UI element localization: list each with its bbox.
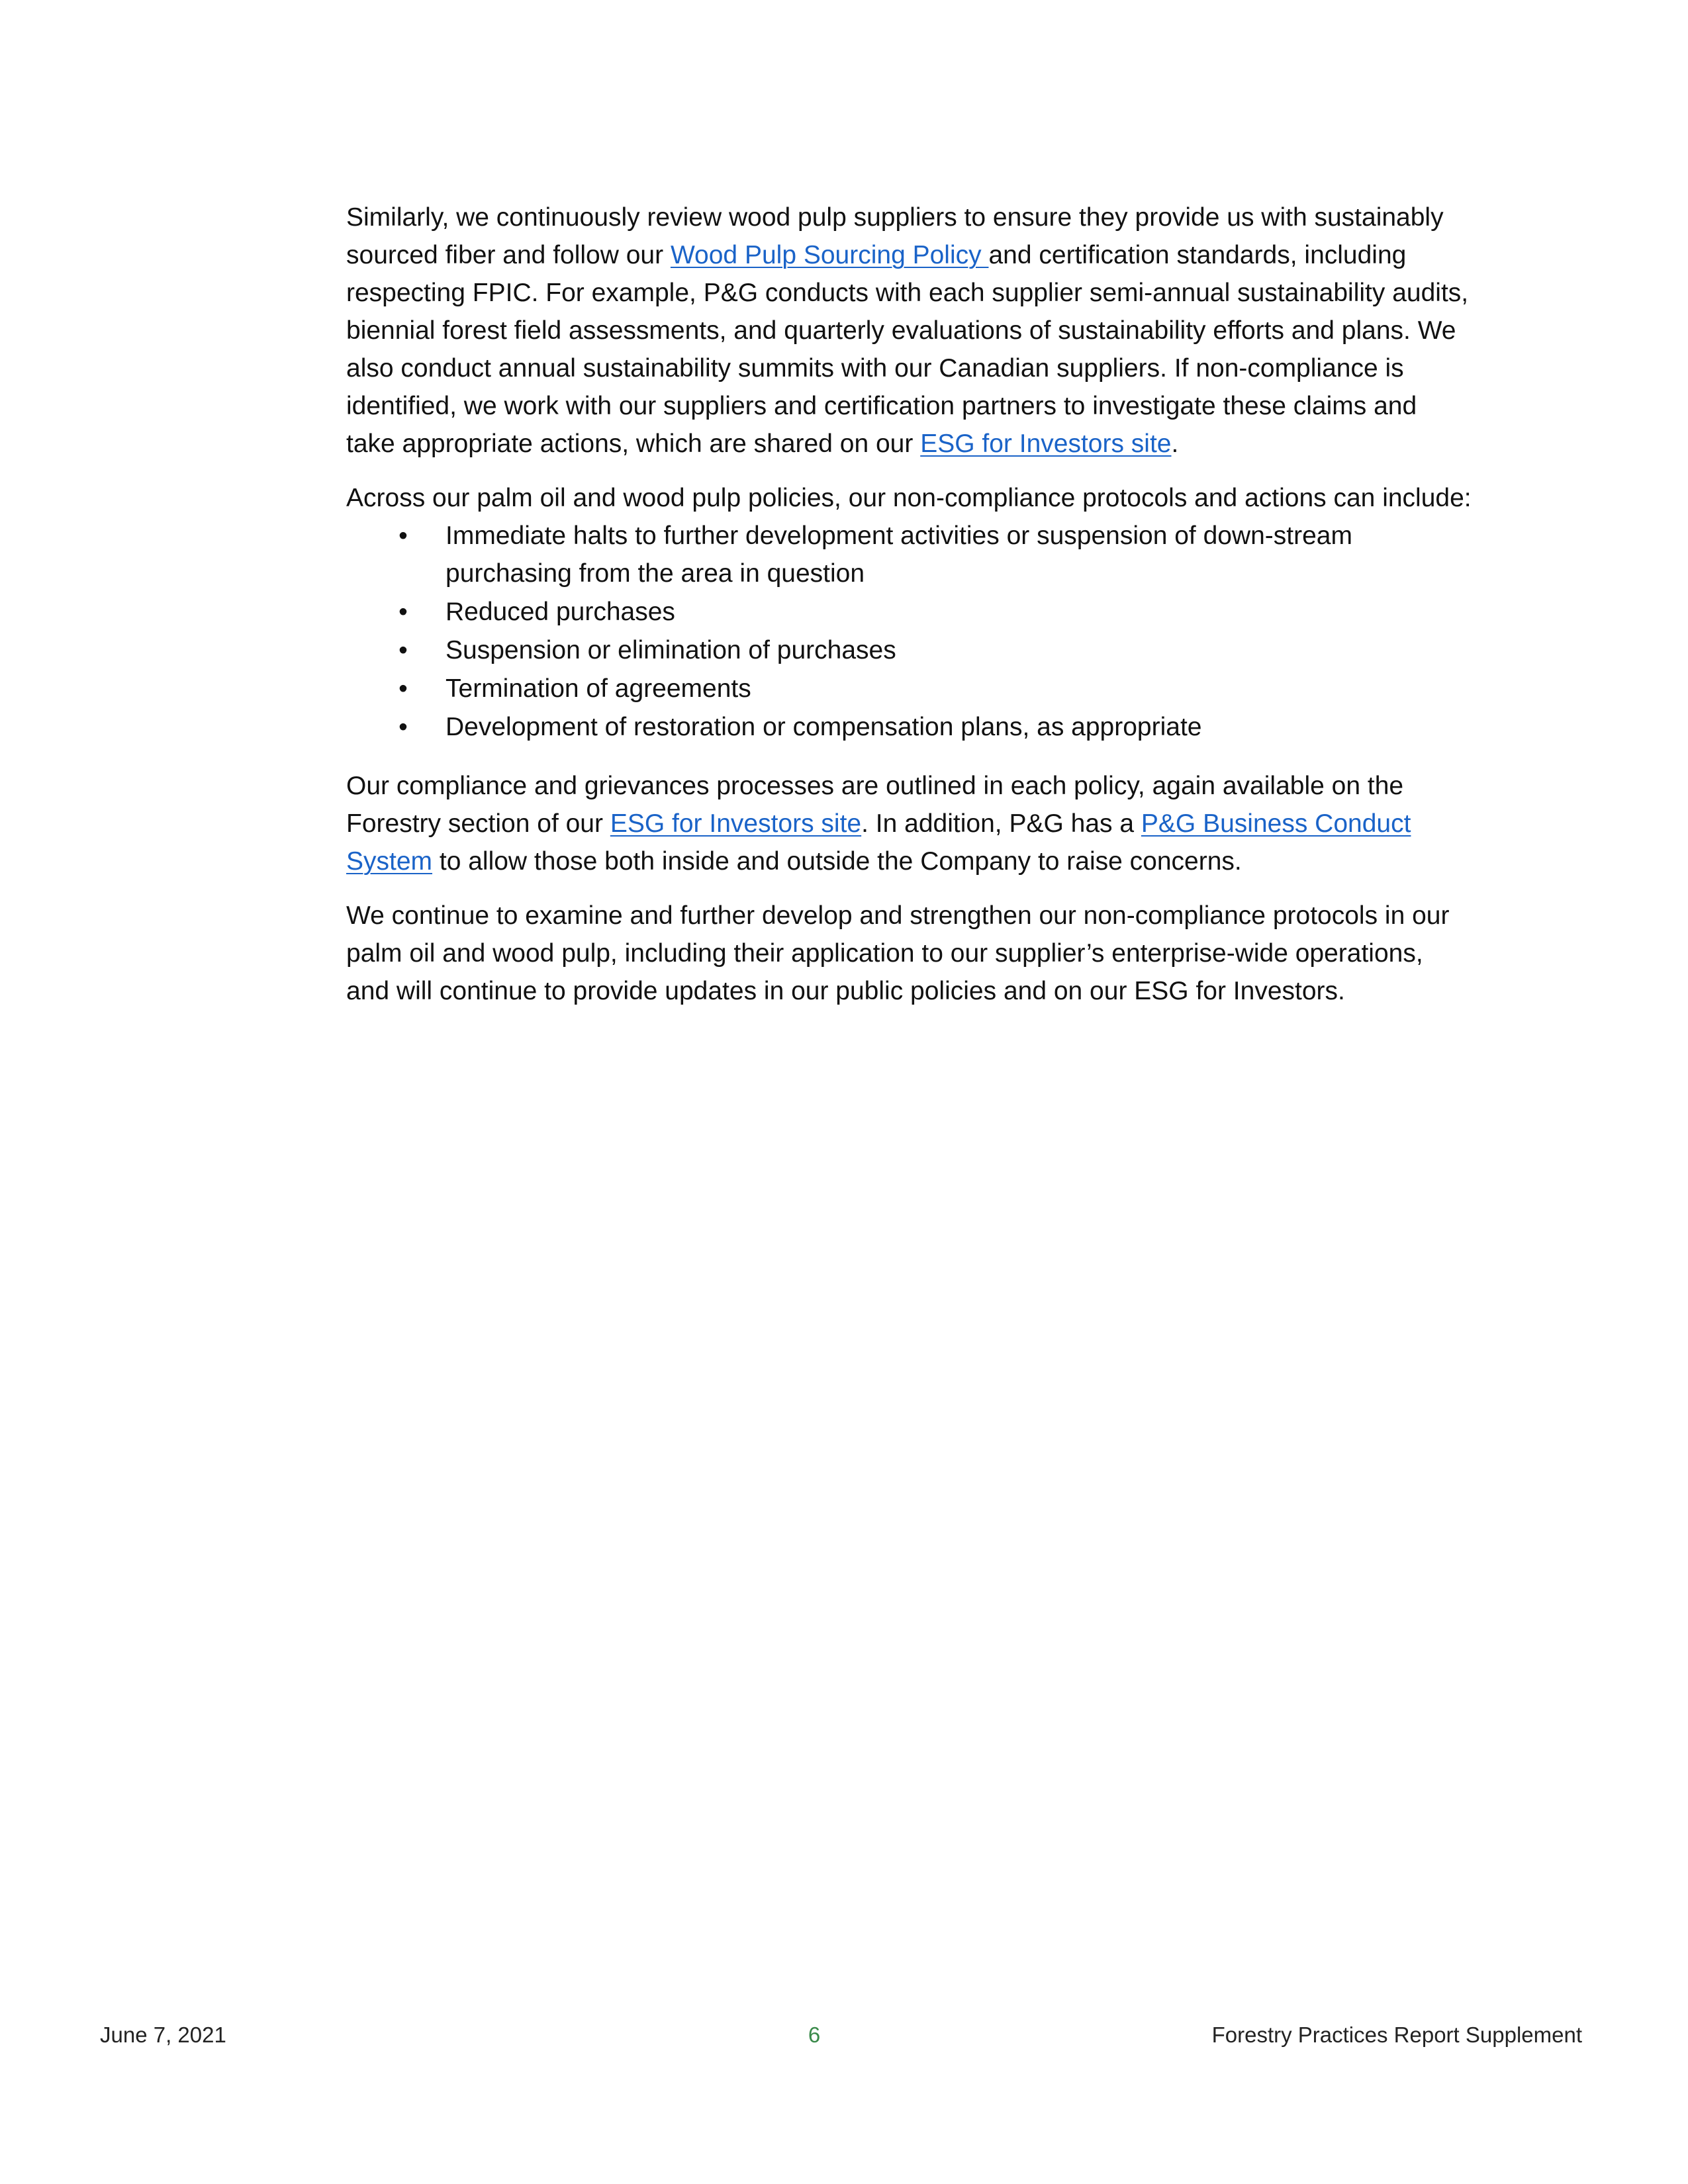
list-item-text: Immediate halts to further development activities or suspension of down-stream purchasing from the area in question — [445, 522, 1352, 588]
list-item — [346, 517, 1472, 592]
bullet-icon: • — [399, 636, 408, 664]
paragraph-text: . — [1171, 430, 1179, 458]
footer-date: June 7, 2021 — [100, 2023, 226, 2047]
paragraph-text: and certification standards, including respecting FPIC. For example, P&G conducts with each supplier semi-annual sustainability audits, biennial forest field assessments, and quarterly evaluations of sustainability efforts and plans. We also conduct annual sustainability summits with our Canadian suppliers. If non-compliance is identified, we work with our suppliers and certification partners to investigate these claims and take appropriate actions, which are shared on our — [346, 241, 1469, 458]
list-item-text: Suspension or elimination of purchases — [445, 636, 896, 664]
list-item — [346, 670, 1472, 707]
esg-for-investors-link[interactable]: ESG for Investors site — [610, 809, 862, 838]
paragraph-non-compliance-intro: Across our palm oil and wood pulp policies, our non-compliance protocols and actions can include: — [346, 484, 1472, 512]
list-item — [346, 708, 1472, 746]
paragraph-text: . In addition, P&G has a — [861, 809, 1141, 838]
wood-pulp-sourcing-policy-link[interactable]: Wood Pulp Sourcing Policy — [670, 241, 989, 269]
paragraph-text: Our compliance and grievances processes are outlined in each policy, again available on the Forestry section of our — [346, 772, 1404, 838]
list-item — [346, 593, 1472, 631]
business-conduct-system-link[interactable]: P&G Business Conduct System — [346, 809, 1411, 876]
non-compliance-actions-list — [346, 517, 1472, 746]
list-item-text: Development of restoration or compensation plans, as appropriate — [445, 713, 1202, 741]
document-body — [346, 199, 1472, 1026]
paragraph-grievances — [346, 767, 1472, 880]
list-item — [346, 631, 1472, 669]
footer-document-title: Forestry Practices Report Supplement — [1211, 2023, 1582, 2047]
esg-for-investors-link[interactable]: ESG for Investors site — [920, 430, 1172, 458]
list-item-text: Reduced purchases — [445, 598, 675, 626]
paragraph-text: Similarly, we continuously review wood pulp suppliers to ensure they provide us with sustainably sourced fiber and follow our — [346, 203, 1444, 269]
paragraph-wood-pulp-review — [346, 199, 1472, 463]
paragraph-text: to allow those both inside and outside the Company to raise concerns. — [432, 847, 1242, 876]
bullet-icon: • — [399, 522, 408, 550]
paragraph-continued-development: We continue to examine and further develop and strengthen our non-compliance protocols in our palm oil and wood pulp, including their application to our supplier’s enterprise-wide operations, and will continue to provide updates in our public policies and on our ESG for Investors. — [346, 901, 1450, 1005]
bullet-icon: • — [399, 674, 408, 703]
bullet-icon: • — [399, 713, 408, 741]
bullet-icon: • — [399, 598, 408, 626]
footer-page-number: 6 — [808, 2023, 821, 2047]
list-item-text: Termination of agreements — [445, 674, 751, 703]
